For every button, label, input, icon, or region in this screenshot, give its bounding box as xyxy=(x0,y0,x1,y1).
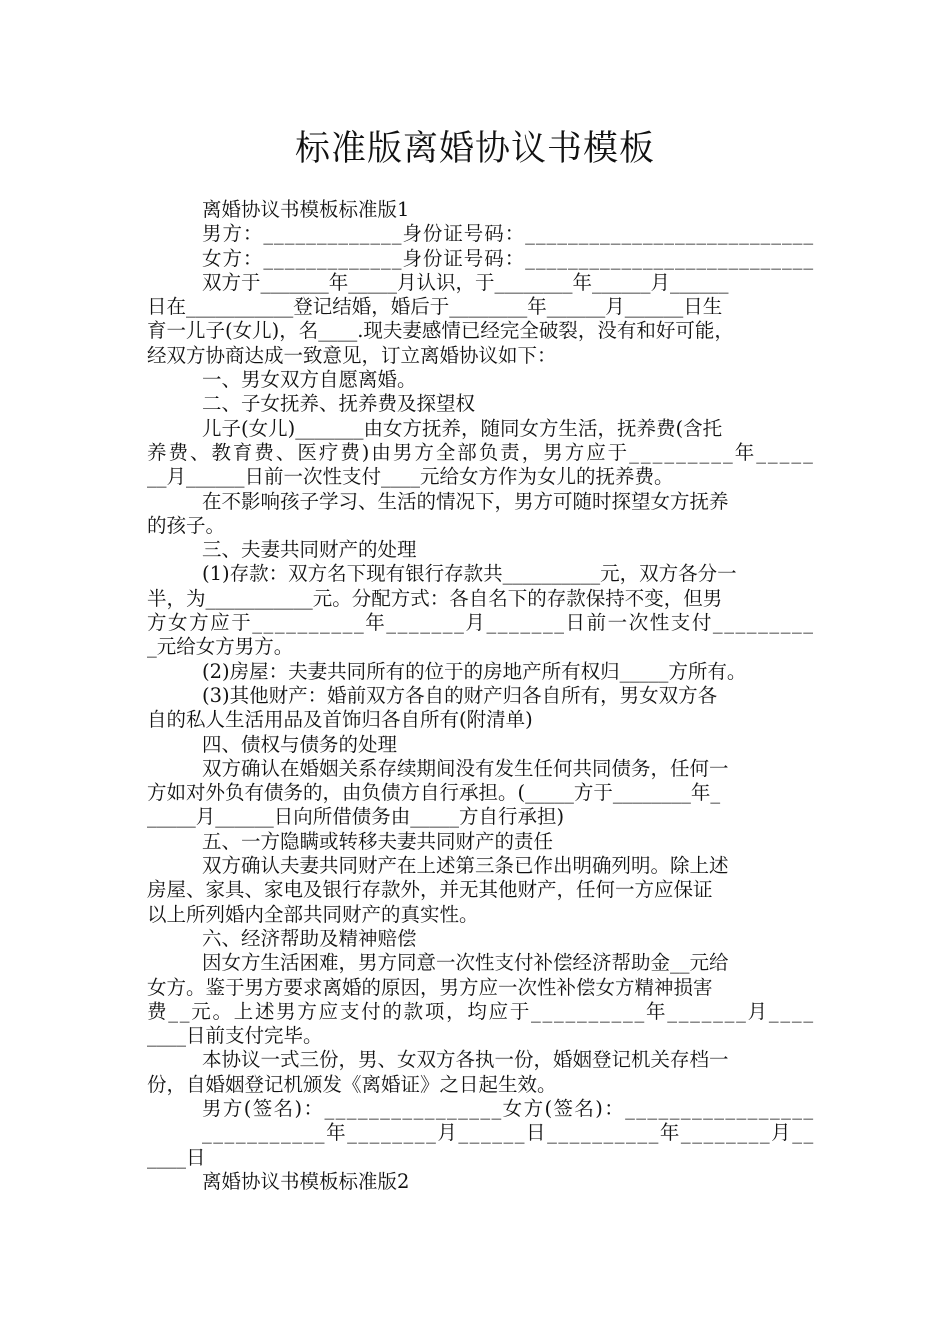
text-line: 三、夫妻共同财产的处理 xyxy=(202,538,417,562)
text-line: 离婚协议书模板标准版1 xyxy=(202,198,410,221)
text-line: 因女方生活困难，男方同意一次性支付补偿经济帮助金__元给 xyxy=(202,951,729,975)
text-line: 房屋、家具、家电及银行存款外，并无其他财产，任何一方应保证 xyxy=(147,878,713,902)
text-line: 四、债权与债务的处理 xyxy=(202,732,398,756)
text-line: 双方确认夫妻共同财产在上述第三条已作出明确列明。除上述 xyxy=(202,854,729,878)
document-body xyxy=(147,198,813,1194)
text-line: 方如对外负有债务的，由负债方自行承担。(_____方于________年_ xyxy=(147,781,721,805)
text-line: ____日 xyxy=(147,1145,206,1169)
text-line: 以上所列婚内全部共同财产的真实性。 xyxy=(147,902,479,926)
text-line: _____月______日向所借债务由_____方自行承担) xyxy=(147,805,565,829)
text-line: 儿子(女儿)_______由女方抚养，随同女方生活，抚养费(含托 xyxy=(202,416,723,440)
text-line: ___________年________月______日__________年________月__ xyxy=(202,1121,815,1145)
text-line: 离婚协议书模板标准版2 xyxy=(202,1169,410,1193)
text-line: 方女方应于__________年_______月_______日前一次性支付_________ xyxy=(147,611,815,635)
text-line: 六、经济帮助及精神赔偿 xyxy=(202,926,417,950)
text-line: 本协议一式三份，男、女双方各执一份，婚姻登记机关存档一 xyxy=(202,1048,729,1072)
text-line: 养费、教育费、医疗费)由男方全部负责，男方应于_________年_____ xyxy=(147,440,815,464)
text-line: 双方确认在婚姻关系存续期间没有发生任何共同债务，任何一 xyxy=(202,756,729,780)
document-title: 标准版离婚协议书模板 xyxy=(294,129,655,169)
text-line: 费__元。上述男方应支付的款项，均应于__________年_______月____ xyxy=(147,999,815,1023)
text-line: 二、子女抚养、抚养费及探望权 xyxy=(202,392,476,416)
text-line: (1)存款：双方名下现有银行存款共__________元，双方各分一 xyxy=(202,562,737,586)
text-line: 男方(签名)：________________女方(签名)：_________________ xyxy=(202,1096,815,1120)
text-line: 一、男女双方自愿离婚。 xyxy=(202,368,417,392)
text-line: 五、一方隐瞒或转移夫妻共同财产的责任 xyxy=(202,829,554,853)
text-line: 半，为___________元。分配方式：各自名下的存款保持不变，但男 xyxy=(147,586,723,610)
text-line: 自的私人生活用品及首饰归各自所有(附清单) xyxy=(147,708,533,732)
text-line: 日在___________登记结婚，婚后于________年______月______日生 xyxy=(147,295,723,319)
text-line: (3)其他财产：婚前双方各自的财产归各自所有，男女双方各 xyxy=(202,683,718,707)
text-line: ____日前支付完毕。 xyxy=(147,1024,323,1048)
text-line: _元给女方男方。 xyxy=(147,635,294,659)
text-line: 经双方协商达成一致意见，订立离婚协议如下： xyxy=(147,343,557,367)
text-line: 女方：_____________身份证号码：___________________________ xyxy=(202,246,815,270)
text-line: 在不影响孩子学习、生活的情况下，男方可随时探望女方抚养 xyxy=(202,489,729,513)
text-line: 女方。鉴于男方要求离婚的原因，男方应一次性补偿女方精神损害 xyxy=(147,975,713,999)
text-line: 育一儿子(女儿)，名____.现夫妻感情已经完全破裂，没有和好可能， xyxy=(147,319,734,343)
text-line: 双方于_______年_____月认识，于________年______月______ xyxy=(202,270,729,294)
text-line: __月______日前一次性支付____元给女方作为女儿的抚养费。 xyxy=(147,465,674,489)
text-line: 的孩子。 xyxy=(147,513,226,537)
text-line: 男方：_____________身份证号码：___________________________ xyxy=(202,222,815,246)
text-line: 份，自婚姻登记机颁发《离婚证》之日起生效。 xyxy=(147,1072,557,1096)
text-line: (2)房屋：夫妻共同所有的位于的房地产所有权归_____方所有。 xyxy=(202,659,747,683)
